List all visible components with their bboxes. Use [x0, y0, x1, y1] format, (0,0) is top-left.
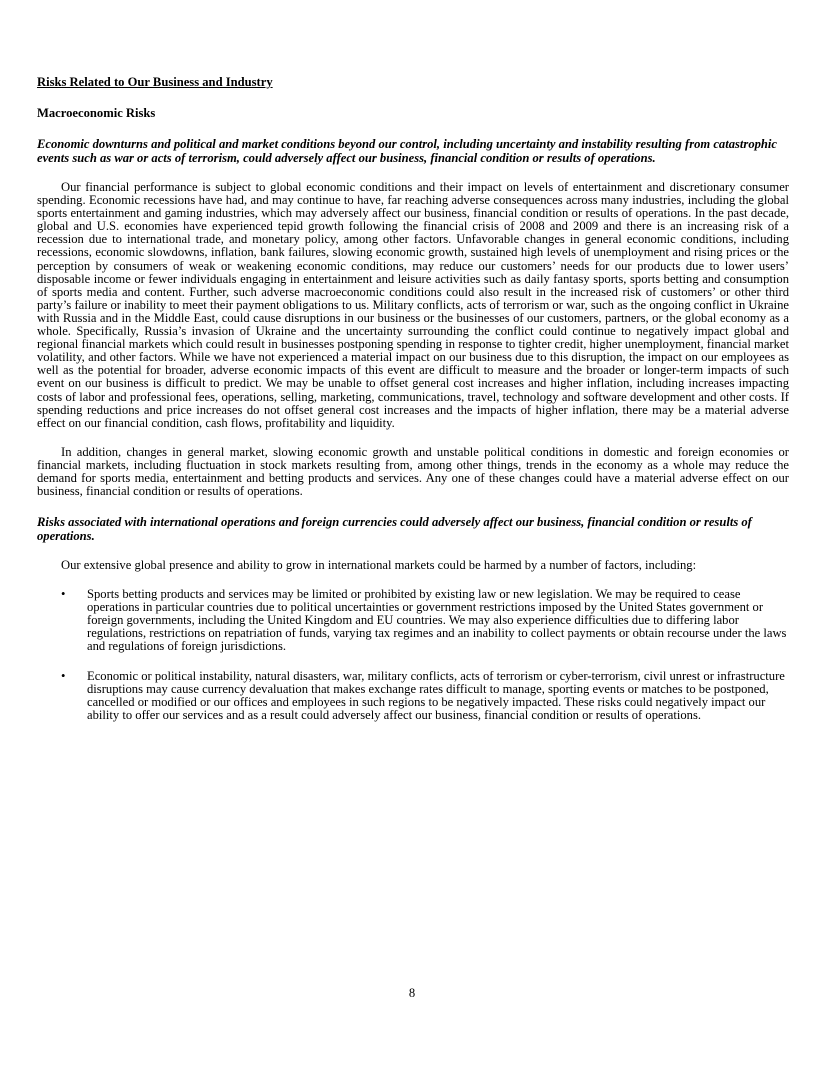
page-number: 8 [408, 986, 416, 1000]
paragraph-international-intro: Our extensive global presence and ability to grow in international markets could be harmed by a number of factors, including: [61, 557, 697, 572]
paragraph-economic-conditions: Our financial performance is subject to global economic conditions and their impact on levels of entertainment and discretionary consumer spending. Economic recessions have had, and may continue to have, far reaching adverse consequences across many industries, including the global sports entertainment and gaming industries, which may adversely affect our business, financial condition or results of operations. In the past decade, global and U.S. economies have experienced tepid growth following the financial crisis of 2008 and 2009 and there is an increasing risk of a recession due to international trade, and monetary policy, among other factors. Unfavorable changes in general economic conditions, including recessions, economic slowdowns, inflation, bank failures, slowing economic growth, sustained high levels of unemployment and rising prices or the perception by consumers of weak or weakening economic conditions, may reduce our customers’ needs for our products due to lower users’ disposable income or fewer individuals engaging in entertainment and leisure activities such as daily fantasy sports, sports betting and consumption of sports media and content. Further, such adverse macroeconomic conditions could also result in the increased risk of customers’ or other third party’s failure or inability to meet their payment obligations to us. Military conflicts, acts of terrorism or war, such as the ongoing conflict in Ukraine with Russia and in the Middle East, could cause disruptions in our business or the businesses of our customers, partners, or the global economy as a whole. Specifically, Russia’s invasion of Ukraine and the uncertainty surrounding the conflict could continue to negatively impact global and regional financial markets which could result in businesses postponing spending in response to tighter credit, higher unemployment, financial market volatility, and other factors. While we have not experienced a material impact on our business due to this disruption, the impact on our employees as well as the potential for broader, adverse economic impacts of this event are difficult to measure and the broader or longer-term impacts of such event on our business is difficult to predict. We may be unable to offset general cost increases and higher inflation, including increases impacting costs of labor and professional fees, operations, selling, marketing, communications, travel, technology and software development and other costs. If spending reductions and price increases do not offset general cost increases and the impacts of higher inflation, there may be a material adverse effect on our financial condition, cash flows, profitability and liquidity. [37, 180, 789, 430]
document-page [37, 70, 789, 738]
list-item [37, 670, 789, 722]
section-title: Risks Related to Our Business and Industry [37, 75, 273, 89]
subsection-title: Macroeconomic Risks [37, 106, 156, 121]
paragraph-market-changes: In addition, changes in general market, slowing economic growth and unstable political conditions in domestic and foreign economies or financial markets, including fluctuation in stock markets resulting from, among other things, trends in the economy as a whole may reduce the demand for sports media, entertainment and betting products and services. Any one of these changes could have a material adverse effect on our business, financial condition or results of operations. [37, 444, 789, 499]
list-item-text: Sports betting products and services may be limited or prohibited by existing law or new legislation. We may be required to cease operations in particular countries due to political uncertainties or government restrictions imposed by the United States government or foreign governments, including the United Kingdom and EU countries. We may also experience difficulties due to differing labor regulations, restrictions on repatriation of funds, varying tax regimes and an inability to collect payments or obtain recourse under the laws and regulations of foreign jurisdictions. [87, 587, 787, 654]
risk-heading-international: Risks associated with international operations and foreign currencies could adversely affect our business, financial condition or results of operations. [37, 515, 752, 543]
bullet-icon: • [61, 668, 66, 683]
list-item-text: Economic or political instability, natural disasters, war, military conflicts, acts of terrorism or cyber-terrorism, civil unrest or infrastructure disruptions may cause currency devaluation that makes exchange rates difficult to manage, sporting events or matches to be postponed, cancelled or modified or our offices and employees in such regions to be negatively impacted. These risks could negatively impact our ability to offer our services and as a result could adversely affect our business, financial condition or results of operations. [87, 668, 785, 722]
list-item [37, 588, 789, 653]
risk-factor-list [37, 588, 789, 722]
bullet-icon: • [61, 587, 66, 602]
risk-heading-economic: Economic downturns and political and market conditions beyond our control, including uncertainty and instability resulting from catastrophic events such as war or acts of terrorism, could adversely affect our business, financial condition or results of operations. [37, 137, 777, 165]
